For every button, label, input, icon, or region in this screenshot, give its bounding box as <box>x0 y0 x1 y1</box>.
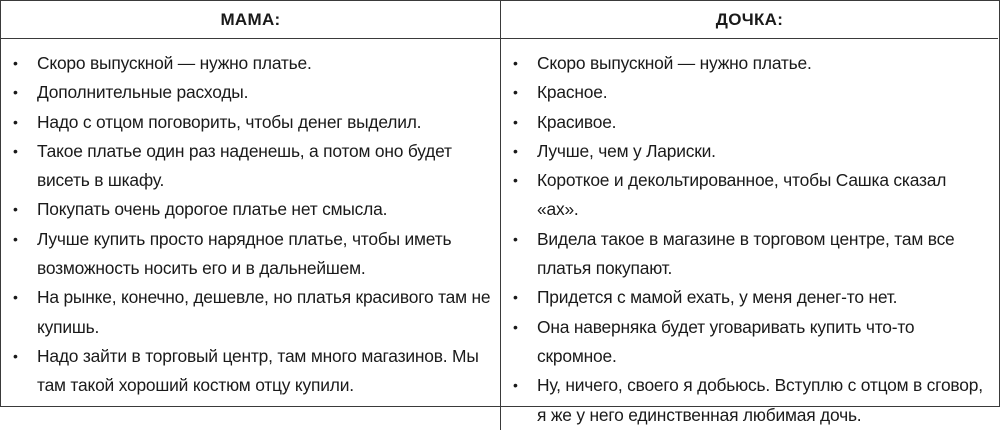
list-item: • На рынке, конечно, дешевле, но платья красивого там не купишь. <box>13 283 492 342</box>
list-item: • Она наверняка будет уговаривать купить что-то скромное. <box>513 313 990 372</box>
dochka-header: ДОЧКА: <box>501 1 998 39</box>
list-item: • Красивое. <box>513 108 990 137</box>
list-item: • Надо зайти в торговый центр, там много магазинов. Мы там такой хороший костюм отцу купили. <box>13 342 492 401</box>
list-item: • Короткое и декольтированное, чтобы Сашка сказал «ах». <box>513 166 990 225</box>
dochka-column <box>501 39 998 430</box>
list-item: • Лучше, чем у Лариски. <box>513 137 990 166</box>
mama-column <box>1 39 501 430</box>
list-item: • Такое платье один раз наденешь, а потом оно будет висеть в шкафу. <box>13 137 492 196</box>
list-item: • Надо с отцом поговорить, чтобы денег выделил. <box>13 108 492 137</box>
list-item: • Скоро выпускной — нужно платье. <box>13 49 492 78</box>
list-item: • Придется с мамой ехать, у меня денег-то нет. <box>513 283 990 312</box>
list-item: • Дополнительные расходы. <box>13 78 492 107</box>
list-item: • Видела такое в магазине в торговом центре, там все платья покупают. <box>513 225 990 284</box>
list-item: • Покупать очень дорогое платье нет смысла. <box>13 195 492 224</box>
list-item: • Красное. <box>513 78 990 107</box>
mama-header: МАМА: <box>1 1 501 39</box>
list-item: • Ну, ничего, своего я добьюсь. Вступлю с отцом в сговор, я же у него единственная любимая дочь. <box>513 371 990 430</box>
list-item: • Лучше купить просто нарядное платье, чтобы иметь возможность носить его и в дальнейшем. <box>13 225 492 284</box>
dochka-list <box>513 49 990 430</box>
mama-list <box>13 49 492 401</box>
list-item: • Скоро выпускной — нужно платье. <box>513 49 990 78</box>
